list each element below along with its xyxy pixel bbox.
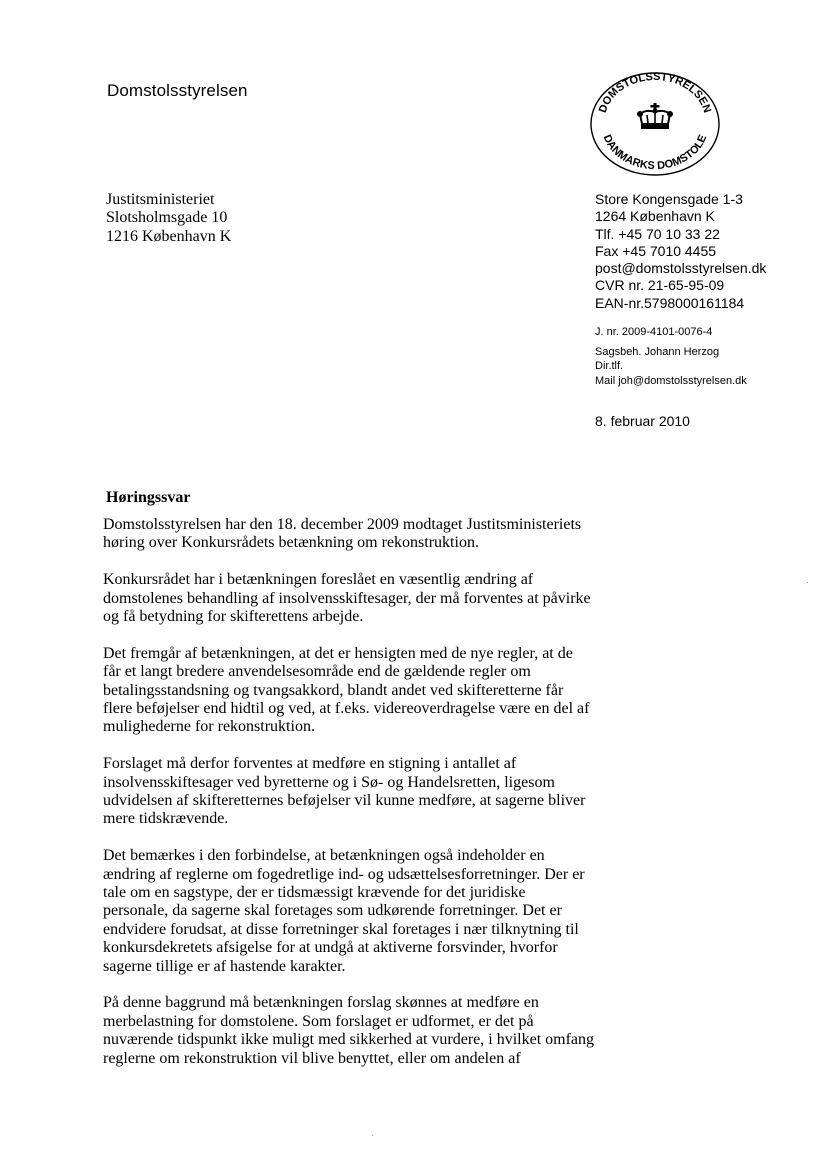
paragraph-line: betalingsstandsning og tvangsakkord, blandt andet ved skifteretterne får xyxy=(103,681,564,699)
paragraph-line: insolvensskiftesager ved byretterne og i Sø- og Handelsretten, ligesom xyxy=(103,773,555,791)
sender-contact-block xyxy=(595,191,766,312)
paragraph-line: mere tidskrævende. xyxy=(103,810,229,828)
sender-line: 1264 København K xyxy=(595,208,715,225)
case-info-block xyxy=(595,325,747,388)
organization-name: Domstolsstyrelsen xyxy=(107,81,248,100)
recipient-line: Slotsholmsgade 10 xyxy=(106,209,228,227)
recipient-line: 1216 København K xyxy=(106,227,232,245)
crown-icon xyxy=(637,103,673,129)
sender-line: Store Kongensgade 1-3 xyxy=(595,191,743,207)
paragraph xyxy=(103,571,623,626)
court-seal-logo xyxy=(588,70,722,178)
sender-line: Fax +45 7010 4455 xyxy=(595,242,717,259)
paragraph-line: flere beføjelser end hidtil og ved, at f.eks. videreoverdragelse være en del af xyxy=(103,700,590,718)
letter-body xyxy=(103,516,623,1087)
paragraph-line: personale, da sagerne skal foretages som udkørende forretninger. Det er xyxy=(103,902,562,920)
paragraph-line: domstolenes behandling af insolvensskiftesager, der må forventes at påvirke xyxy=(103,589,591,607)
sender-line: Tlf. +45 70 10 33 22 xyxy=(595,225,720,242)
journal-number: J. nr. 2009-4101-0076-4 xyxy=(595,326,713,338)
paragraph-line: tale om en sagstype, der er tidsmæssigt krævende for det juridiske xyxy=(103,884,526,902)
paragraph-line: reglerne om rekonstruktion vil blive benyttet, eller om andelen af xyxy=(103,1049,521,1067)
paragraph xyxy=(103,847,623,976)
paragraph-line: ændring af reglerne om fogedretlige ind- og udsættelsesforretninger. Der er xyxy=(103,865,585,883)
paragraph-line: Det bemærkes i den forbindelse, at betænkningen også indeholder en xyxy=(103,847,545,865)
paragraph-line: endvidere forudsat, at disse forretninger skal foretages i nær tilknytning til xyxy=(103,920,579,938)
seal-top-text: DOMSTOLSSTYRELSEN xyxy=(596,70,714,115)
scan-speck xyxy=(807,582,808,583)
scan-speck xyxy=(372,1135,373,1136)
paragraph xyxy=(103,645,623,737)
paragraph-line: sagerne tillige er af hastende karakter. xyxy=(103,957,346,975)
handler-email: Mail joh@domstolsstyrelsen.dk xyxy=(595,374,747,387)
paragraph-line: På denne baggrund må betænkningen forslag skønnes at medføre en xyxy=(103,994,539,1012)
paragraph-line: Domstolsstyrelsen har den 18. december 2009 modtaget Justitsministeriets xyxy=(103,516,582,533)
direct-phone: Dir.tlf. xyxy=(595,360,624,373)
sender-line: CVR nr. 21-65-95-09 xyxy=(595,277,725,294)
paragraph-line: mulighederne for rekonstruktion. xyxy=(103,718,315,736)
sender-line: EAN-nr.5798000161184 xyxy=(595,294,745,311)
paragraph-line: får et langt bredere anvendelsesområde end de gældende regler om xyxy=(103,663,531,681)
recipient-line: Justitsministeriet xyxy=(106,191,215,208)
paragraph-line: Det fremgår af betænkningen, at det er hensigten med de nye regler, at de xyxy=(103,644,573,662)
paragraph-line: Konkursrådet har i betænkningen foreslået en væsentlig ændring af xyxy=(103,571,534,589)
seal-bottom-text: DANMARKS DOMSTOLE xyxy=(600,133,710,173)
paragraph-line: udvidelsen af skifteretternes beføjelser vil kunne medføre, at sagerne bliver xyxy=(103,792,586,810)
recipient-address xyxy=(106,191,231,246)
paragraph-line: konkursdekretets afsigelse for at undgå at aktiverne forsvinder, hvorfor xyxy=(103,939,558,957)
case-handler: Sagsbeh. Johann Herzog xyxy=(595,345,720,358)
paragraph-line: merbelastning for domstolene. Som forslaget er udformet, er det på xyxy=(103,1012,534,1030)
paragraph xyxy=(103,516,623,553)
letter-date: 8. februar 2010 xyxy=(595,413,690,429)
paragraph-line: nuværende tidspunkt ikke muligt med sikkerhed at vurdere, i hvilket omfang xyxy=(103,1031,595,1049)
paragraph-line: og få betydning for skifterettens arbejde. xyxy=(103,608,364,626)
paragraph-line: høring over Konkursrådets betænkning om rekonstruktion. xyxy=(103,534,479,552)
paragraph xyxy=(103,755,623,829)
sender-email: post@domstolsstyrelsen.dk xyxy=(595,260,767,277)
letter-heading: Høringssvar xyxy=(106,489,191,506)
paragraph-line: Forslaget må derfor forventes at medføre en stigning i antallet af xyxy=(103,755,517,773)
paragraph xyxy=(103,994,623,1068)
